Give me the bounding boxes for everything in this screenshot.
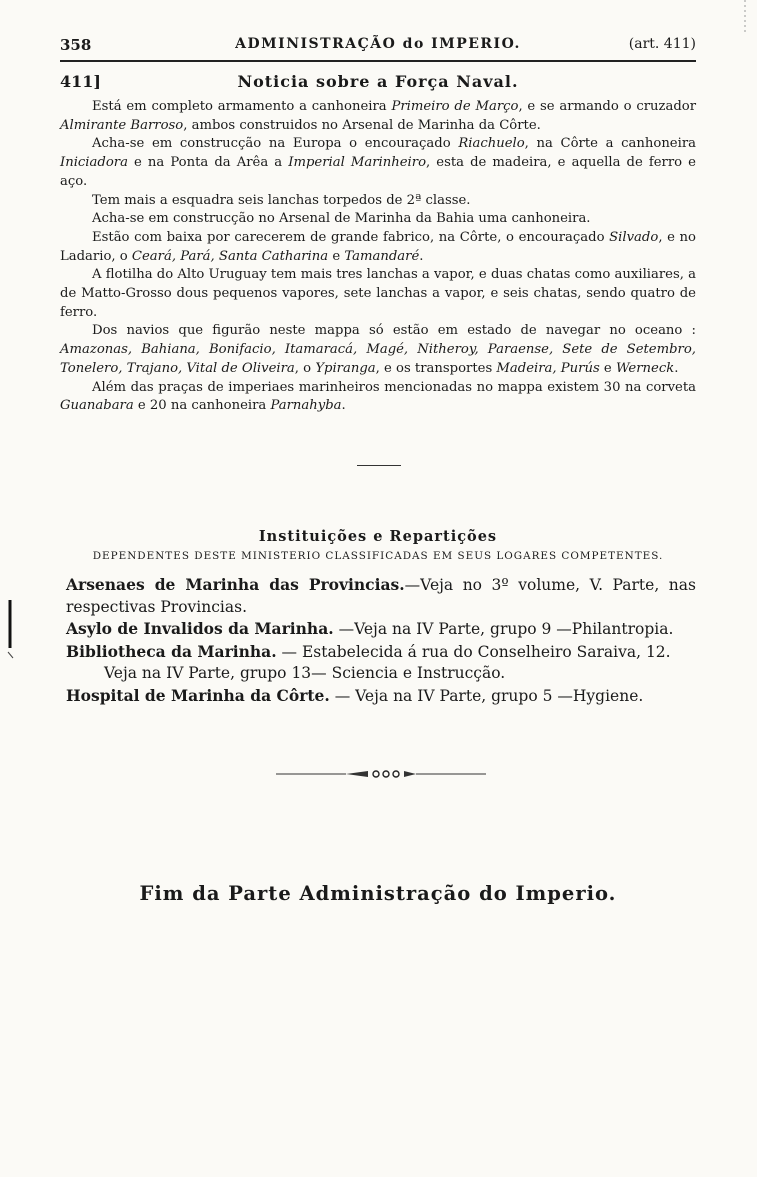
body-paragraph [60, 229, 696, 266]
institution-name: Arsenaes de Marinha das Provincias. [66, 575, 405, 594]
header-rule [60, 60, 696, 62]
text-run: , esta de madeira, e aquella de ferro e aço. [60, 155, 696, 189]
institution-name: Hospital de Marinha da Côrte. [66, 685, 330, 705]
institution-reference: — Veja na IV Parte, grupo 5 —Hygiene. [329, 686, 644, 705]
italic-run: Ceará, Pará, Santa Catharina [131, 248, 329, 264]
institution-reference: —Veja na IV Parte, grupo 9 —Philantropia. [333, 620, 674, 639]
ornament-divider [276, 768, 486, 780]
section-heading [60, 72, 696, 94]
end-of-part-title: Fim da Parte Administração do Imperio. [139, 882, 617, 905]
text-run: Acha-se em construcção no Arsenal de Marinha da Bahia uma canhoneira. [92, 211, 591, 227]
italic-run: Almirante Barroso [60, 117, 184, 133]
institution-entry [66, 618, 696, 641]
institution-continuation: Veja na IV Parte, grupo 13— Sciencia e Instrucção. [104, 664, 506, 683]
italic-run: Imperial Marinheiro [288, 155, 427, 171]
italic-run: Madeira, Purús [496, 360, 600, 376]
institutions-subtitle: DEPENDENTES DESTE MINISTERIO CLASSIFICADAS EM SEUS LOGARES COMPETENTES. [92, 550, 664, 562]
text-run: e 20 na canhoneira [133, 398, 271, 414]
text-run: , ambos construidos no Arsenal de Marinha da Côrte. [183, 117, 541, 133]
body-paragraph [60, 322, 696, 378]
text-run: Está em completo armamento a canhoneira [92, 99, 392, 114]
institution-reference: —Veja no 3º volume, V. Parte, nas respectivas Provincias. [66, 576, 696, 616]
section-body [60, 98, 696, 416]
institution-name: Bibliotheca da Marinha. [66, 641, 277, 661]
text-run: Estão com baixa por carecerem de grande fabrico, na Côrte, o encouraçado [92, 229, 610, 245]
text-run: , e no Ladario, o [60, 229, 696, 264]
italic-run: Silvado [609, 229, 659, 245]
text-run: Acha-se em construcção na Europa o encouraçado [92, 136, 459, 152]
institution-entry [66, 641, 696, 664]
institution-name: Asylo de Invalidos da Marinha. [66, 619, 334, 639]
italic-run: Guanabara [60, 398, 134, 414]
text-run: e [599, 360, 616, 376]
institutions-list [66, 574, 696, 708]
page-header [60, 36, 696, 58]
italic-run: Werneck [615, 360, 675, 376]
text-run: . [419, 248, 424, 264]
institution-entry [66, 574, 696, 618]
text-run: . [674, 360, 679, 376]
text-run: Dos navios que figurão neste mappa só estão em estado de navegar no oceano : [92, 323, 696, 339]
italic-run: Parnahyba [270, 398, 342, 414]
margin-mark [6, 600, 16, 660]
italic-run: Iniciadora [60, 155, 128, 171]
text-run: e [328, 248, 345, 264]
institutions-title: Instituições e Repartições [258, 528, 498, 545]
body-paragraph [60, 135, 696, 191]
text-run: , e se armando o cruzador [518, 99, 697, 114]
italic-run: Tamandaré [344, 248, 420, 264]
text-run: . [341, 398, 346, 414]
corner-mark [740, 0, 750, 40]
institution-entry [66, 685, 696, 708]
text-run: , e os transportes [375, 360, 497, 376]
text-run: Tem mais a esquadra seis lanchas torpedos de 2ª classe. [92, 192, 471, 208]
section-divider [357, 465, 401, 466]
institution-reference: — Estabelecida á rua do Conselheiro Saraiva, 12. [276, 642, 671, 661]
body-paragraph [60, 210, 696, 229]
page-number: 358 [60, 36, 92, 54]
running-title: ADMINISTRAÇÃO do IMPERIO. [235, 36, 521, 52]
italic-run: Riachuelo [458, 136, 525, 152]
text-run: , o [294, 360, 316, 376]
section-number: 411] [60, 72, 101, 91]
text-run: Além das praças de imperiaes marinheiros mencionadas no mappa existem 30 na corveta [92, 379, 696, 395]
body-paragraph [60, 98, 696, 135]
body-paragraph [60, 266, 696, 322]
italic-run: Amazonas, Bahiana, Bonifacio, Itamaracá, Magé, Nitheroy, Paraense, Sete de Setembro, Tonelero, Trajano, Vital de Oliveira [60, 342, 696, 376]
body-paragraph [60, 379, 696, 416]
italic-run: Primeiro de Março [391, 99, 519, 114]
italic-run: Ypiranga [315, 360, 376, 376]
text-run: A flotilha do Alto Uruguay tem mais tres lanchas a vapor, e duas chatas como auxiliares, a de Matto-Grosso dous pequenos vapores, sete lanchas a vapor, e seis chatas, sendo quatro de ferro. [60, 267, 696, 320]
text-run: e na Ponta da Arêa a [127, 155, 289, 171]
section-title: Noticia sobre a Força Naval. [237, 72, 519, 91]
body-paragraph [60, 192, 696, 211]
text-run: , na Côrte a canhoneira [524, 136, 696, 152]
article-reference: (art. 411) [628, 36, 696, 52]
